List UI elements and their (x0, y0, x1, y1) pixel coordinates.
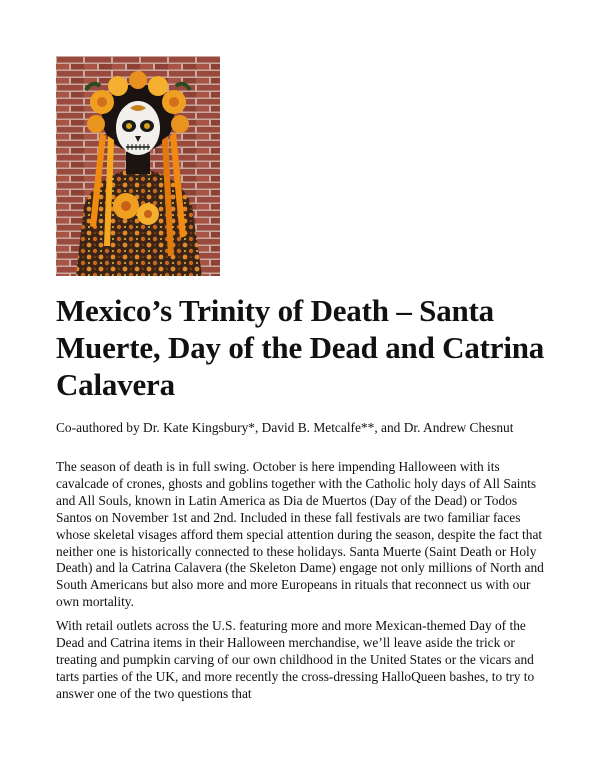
article-byline: Co-authored by Dr. Kate Kingsbury*, David B. Metcalfe**, and Dr. Andrew Chesnut (56, 420, 514, 435)
article-title: Mexico’s Trinity of Death – Santa Muerte, Day of the Dead and Catrina Calavera (56, 293, 545, 402)
hero-image (56, 56, 220, 276)
catrina-portrait-illustration (56, 56, 220, 276)
article-paragraph: With retail outlets across the U.S. featuring more and more Mexican-themed Day of the Dead and Catrina items in their Halloween merchandise, we’ll leave aside the trick or treating and pumpkin carving of our own childhood in the United States or the vicars and tarts parties of the UK, and more recently the cross-dressing HalloQueen bashes, to try to answer one of the two questions that (56, 618, 535, 701)
article-paragraph: The season of death is in full swing. October is here impending Halloween with its cavalcade of crones, ghosts and goblins together with the Catholic holy days of All Saints and All Souls, known in Latin America as Dia de Muertos (Day of the Dead) or Todos Santos on November 1st and 2nd. Included in these fall festivals are two familiar faces whose skeletal visages afford them special attention during the season, despite the fact that neither one is historically connected to these holidays. Santa Muerte (Saint Death or Holy Death) and la Catrina Calavera (the Skeleton Dame) engage not only millions of North and South Americans but also more and more Europeans in rituals that reconnect us with our own mortality. (56, 459, 544, 610)
